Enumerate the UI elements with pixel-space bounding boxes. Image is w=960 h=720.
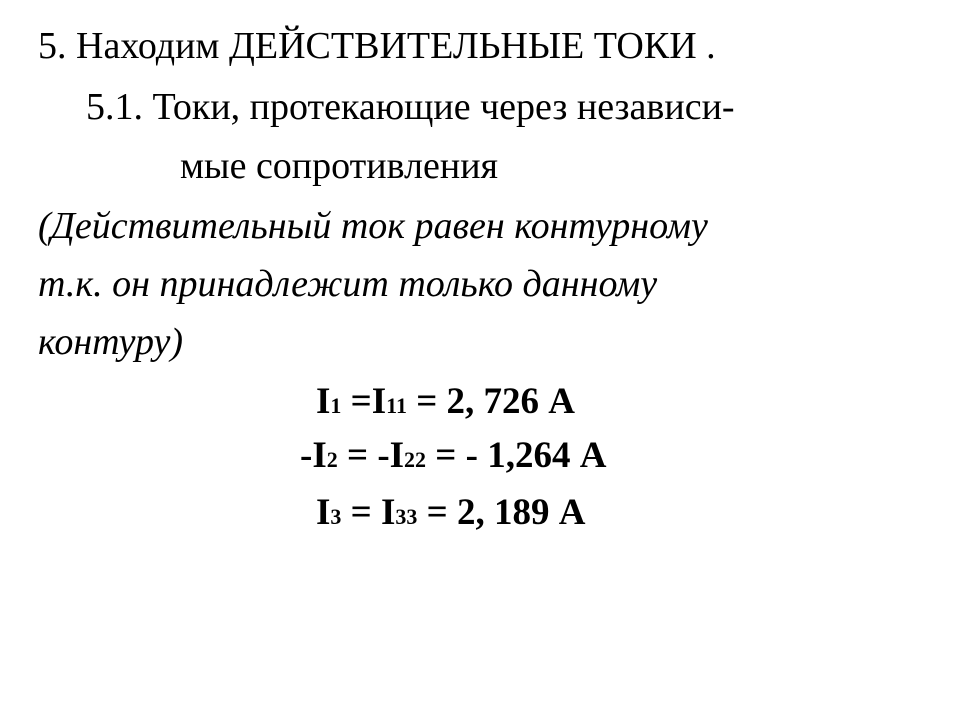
equation-current-2 bbox=[300, 434, 606, 482]
eq-var: I bbox=[389, 435, 405, 476]
eq-value: = - 1,264 А bbox=[426, 435, 607, 476]
eq-var: I bbox=[381, 492, 396, 533]
note-line-3: контуру) bbox=[38, 321, 184, 363]
heading-line-1: 5. Находим ДЕЙСТВИТЕЛЬНЫЕ ТОКИ . bbox=[38, 25, 716, 67]
note-line-2: т.к. он принадлежит только данному bbox=[38, 263, 658, 305]
eq-subscript: 2 bbox=[326, 447, 338, 472]
eq-subscript: 22 bbox=[404, 447, 427, 472]
eq-prefix: - bbox=[300, 435, 313, 476]
eq-subscript: 3 bbox=[330, 504, 342, 529]
note-line-1: (Действительный ток равен контурному bbox=[38, 205, 708, 247]
heading-line-2: 5.1. Токи, протекающие через независи- bbox=[86, 86, 735, 128]
eq-var: I bbox=[316, 492, 331, 533]
eq-var: I bbox=[312, 435, 327, 476]
eq-mid: = bbox=[341, 381, 372, 422]
eq-subscript: 1 bbox=[330, 393, 342, 418]
heading-line-3: мые сопротивления bbox=[180, 145, 499, 187]
eq-value: = 2, 726 А bbox=[406, 381, 576, 422]
eq-subscript: 33 bbox=[395, 504, 418, 529]
eq-mid: = - bbox=[337, 435, 390, 476]
eq-subscript: 11 bbox=[386, 393, 407, 418]
eq-value: = 2, 189 А bbox=[417, 492, 586, 533]
eq-mid: = bbox=[341, 492, 381, 533]
equation-current-1 bbox=[316, 380, 575, 428]
equation-current-3 bbox=[316, 491, 585, 539]
eq-var: I bbox=[371, 381, 387, 422]
eq-var: I bbox=[316, 381, 331, 422]
